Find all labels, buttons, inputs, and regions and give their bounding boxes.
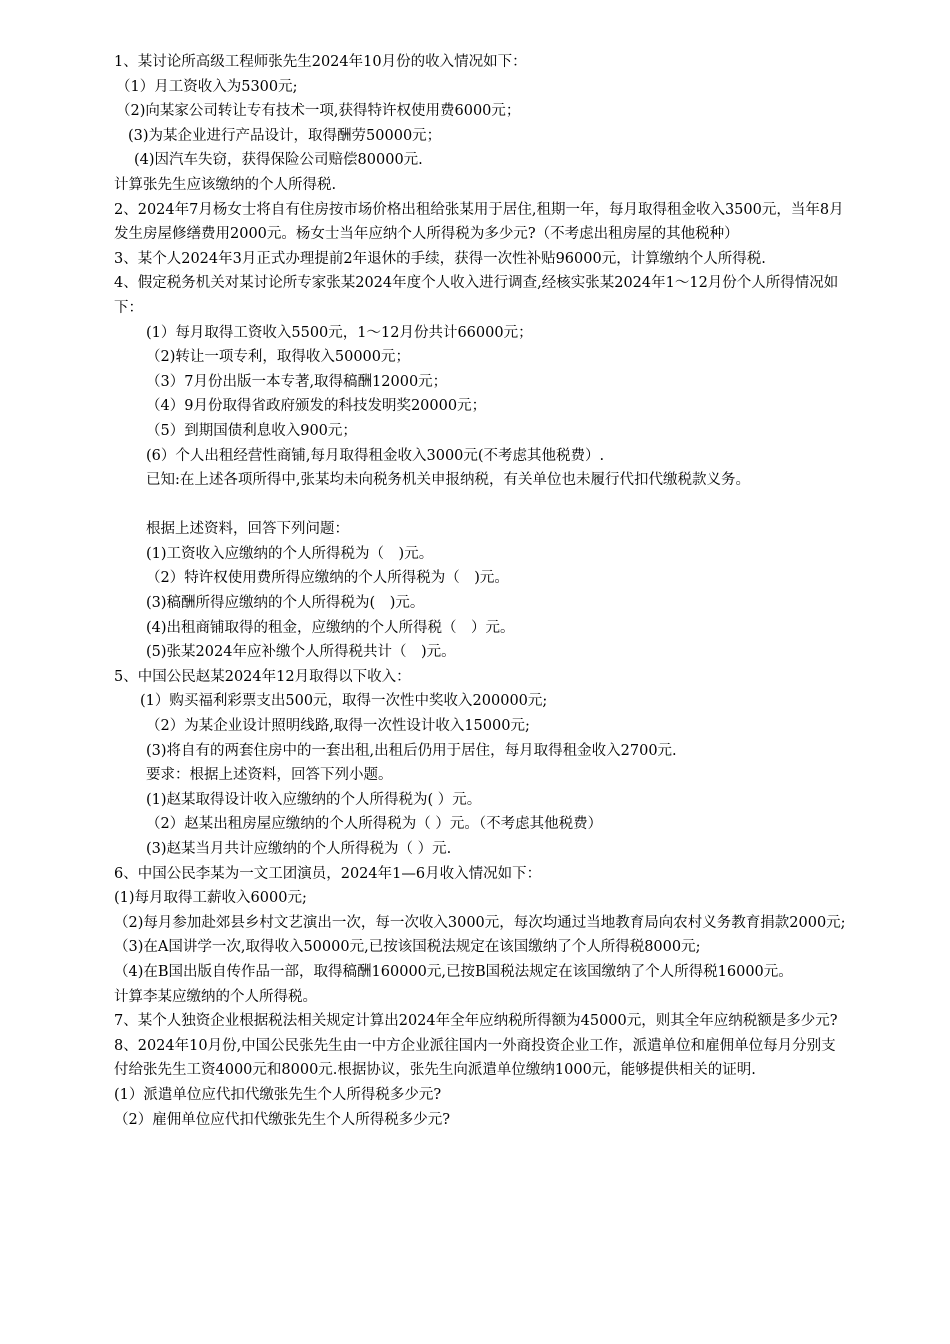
q5-question-1: (1)赵某取得设计收入应缴纳的个人所得税为( ）元。 <box>146 791 482 808</box>
q4-known: 已知:在上述各项所得中,张某均未向税务机关申报纳税，有关单位也未履行代扣代缴税款义务。 <box>146 472 750 489</box>
q4-title: 4、假定税务机关对某讨论所专家张某2024年度个人收入进行调查,经核实张某2024年1～12月份个人所得情况如下： <box>114 275 839 316</box>
q5-question-2: （2）赵某出租房屋应缴纳的个人所得税为（ ）元。（不考虑其他税费） <box>146 816 603 833</box>
q6-title: 6、中国公民李某为一文工团演员，2024年1—6月收入情况如下： <box>114 865 542 882</box>
q1-item-3: (3)为某企业进行产品设计，取得酬劳50000元； <box>128 127 442 144</box>
q5-item-1: (1）购买福利彩票支出500元，取得一次性中奖收入200000元; <box>140 693 548 710</box>
q2-text: 2、2024年7月杨女士将自有住房按市场价格出租给张某用于居住,租期一年，每月取得租金收入3500元，当年8月发生房屋修缮费用2000元。杨女士当年应纳个人所得税为多少元?（不考虑出租房屋的其他税种） <box>114 201 844 243</box>
q5-requirement: 要求：根据上述资料，回答下列小题。 <box>146 767 393 784</box>
q8-question-2: （2）雇佣单位应代扣代缴张先生个人所得税多少元? <box>114 1111 450 1128</box>
q4-question-4: (4)出租商铺取得的租金，应缴纳的个人所得税（ ）元。 <box>146 619 515 636</box>
q4-item-3: （3）7月份出版一本专著,取得稿酬12000元； <box>146 373 448 390</box>
q3-text: 3、某个人2024年3月正式办理提前2年退休的手续，获得一次性补贴96000元，计算缴纳个人所得税. <box>114 250 766 267</box>
q4-question-1: (1)工资收入应缴纳的个人所得税为（ )元。 <box>146 545 434 562</box>
blank-line <box>114 493 850 518</box>
q4-item-6: (6）个人出租经营性商铺,每月取得租金收入3000元(不考虑其他税费）. <box>146 447 605 464</box>
q4-item-5: （5）到期国债利息收入900元； <box>146 422 357 439</box>
q4-intro: 根据上述资料，回答下列问题： <box>146 521 349 538</box>
q4-question-2: （2）特许权使用费所得应缴纳的个人所得税为（ )元。 <box>146 570 509 587</box>
q1-item-1: （1）月工资收入为5300元; <box>116 78 298 95</box>
q5-title: 5、中国公民赵某2024年12月取得以下收入： <box>114 668 411 685</box>
q1-title: 1、某讨论所高级工程师张先生2024年10月份的收入情况如下： <box>114 54 527 70</box>
q6-item-4: （4)在B国出版自传作品一部，取得稿酬160000元,已按B国税法规定在该国缴纳了个人所得税16000元。 <box>114 963 793 980</box>
q7-text: 7、某个人独资企业根据税法相关规定计算出2024年全年应纳税所得额为45000元，则其全年应纳税额是多少元? <box>114 1013 838 1030</box>
q8-text: 8、2024年10月份,中国公民张先生由一中方企业派往国内一外商投资企业工作，派遣单位和雇佣单位每月分别支付给张先生工资4000元和8000元.根据协议，张先生向派遣单位缴纳1000元，能够提供相关的证明. <box>114 1037 836 1079</box>
q6-ask: 计算李某应缴纳的个人所得税。 <box>114 988 317 1005</box>
q5-item-2: （2）为某企业设计照明线路,取得一次性设计收入15000元; <box>146 718 530 735</box>
q8-question-1: (1）派遣单位应代扣代缴张先生个人所得税多少元? <box>114 1086 442 1103</box>
q4-item-1: (1）每月取得工资收入5500元，1～12月份共计66000元； <box>146 324 533 341</box>
q4-question-5: (5)张某2024年应补缴个人所得税共计（ )元。 <box>146 644 456 661</box>
q5-question-3: (3)赵某当月共计应缴纳的个人所得税为（ ）元. <box>146 841 452 857</box>
q1-ask: 计算张先生应该缴纳的个人所得税. <box>114 176 337 193</box>
q6-item-2: （2)每月参加赴郊县乡村文艺演出一次，每一次收入3000元，每次均通过当地教育局向农村义务教育捐款2000元; <box>114 914 846 931</box>
q6-item-3: （3)在A国讲学一次,取得收入50000元,已按该国税法规定在该国缴纳了个人所得税8000元; <box>114 939 701 956</box>
q1-item-4: (4)因汽车失窃，获得保险公司赔偿80000元. <box>134 152 423 169</box>
q6-item-1: (1)每月取得工薪收入6000元; <box>114 890 307 907</box>
q1-item-2: （2)向某家公司转让专有技术一项,获得特许权使用费6000元； <box>116 103 521 120</box>
q4-item-2: （2)转让一项专利，取得收入50000元； <box>146 349 411 366</box>
q4-item-4: （4）9月份取得省政府颁发的科技发明奖20000元； <box>146 398 487 415</box>
q4-question-3: (3)稿酬所得应缴纳的个人所得税为( )元。 <box>146 595 425 612</box>
q5-item-3: (3)将自有的两套住房中的一套出租,出租后仍用于居住，每月取得租金收入2700元. <box>146 742 677 759</box>
